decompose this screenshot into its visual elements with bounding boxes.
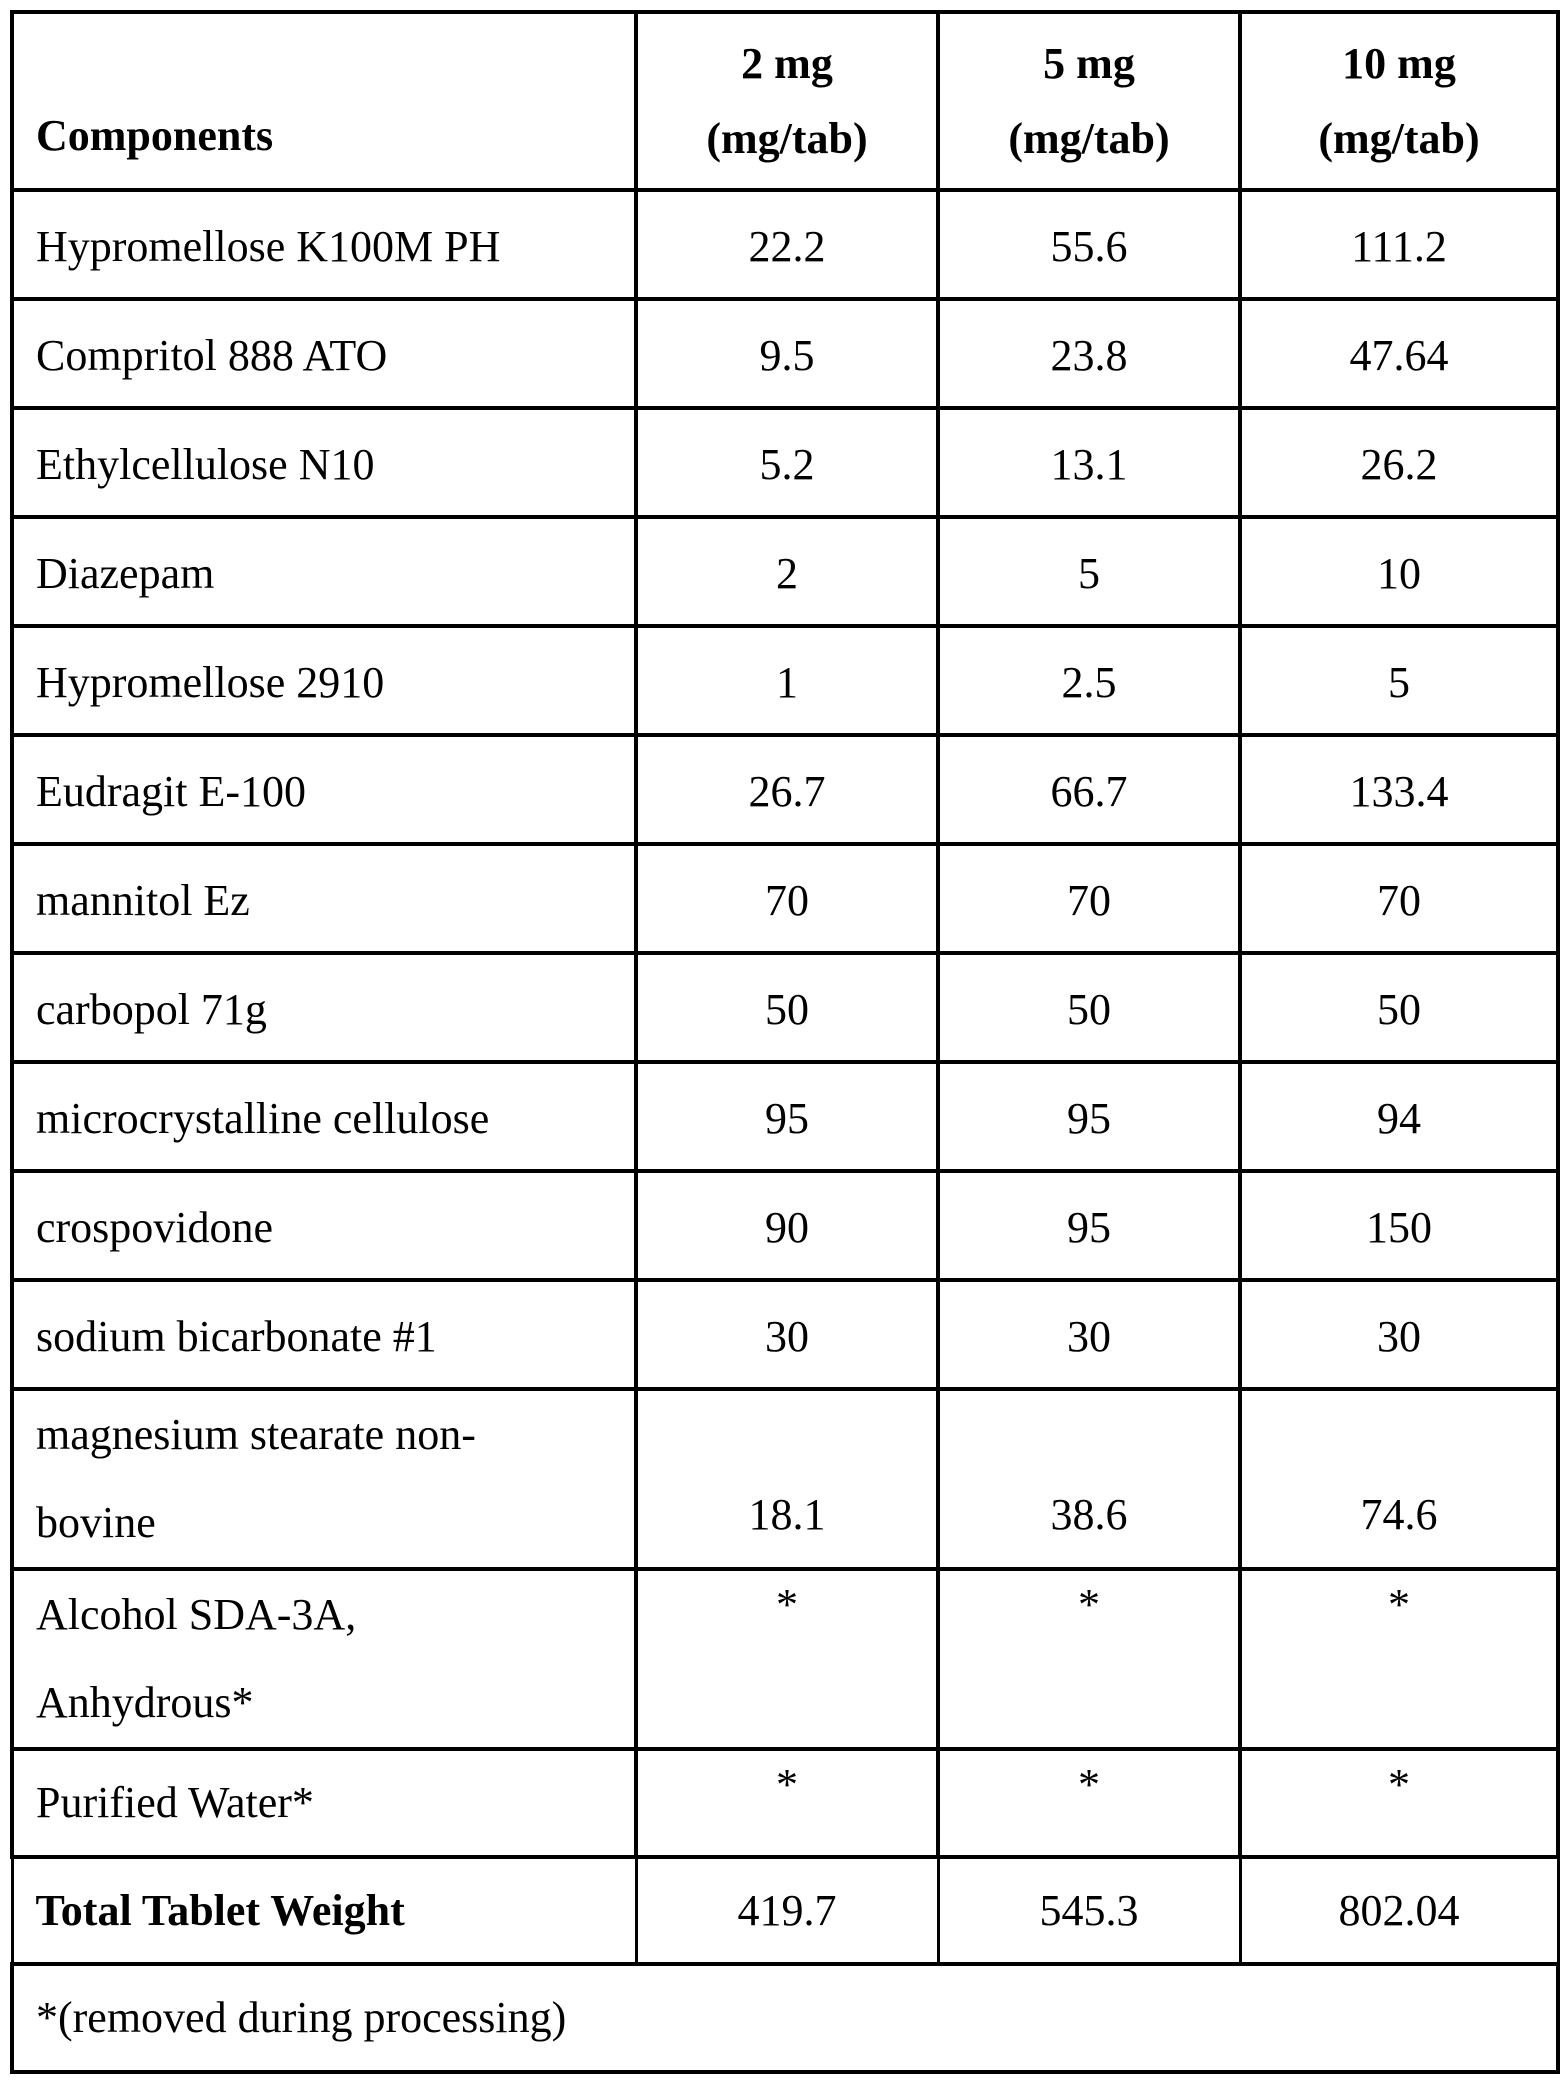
value-10mg: 74.6	[1240, 1389, 1558, 1569]
table-row	[12, 1171, 1558, 1280]
total-2mg: 419.7	[636, 1857, 938, 1964]
component-name: sodium bicarbonate #1	[12, 1280, 636, 1389]
value-2mg: 22.2	[636, 190, 938, 299]
value-10mg: 47.64	[1240, 299, 1558, 408]
value-2mg: 26.7	[636, 735, 938, 844]
table-row	[12, 408, 1558, 517]
component-name-line2: bovine	[36, 1498, 156, 1547]
table-row	[12, 1062, 1558, 1171]
header-2mg	[636, 12, 938, 190]
table-row	[12, 1280, 1558, 1389]
value-2mg: 5.2	[636, 408, 938, 517]
footnote-row	[12, 1964, 1558, 2072]
table-row	[12, 844, 1558, 953]
header-5mg	[938, 12, 1240, 190]
value-5mg: 13.1	[938, 408, 1240, 517]
value-10mg: 50	[1240, 953, 1558, 1062]
component-name: Purified Water*	[12, 1749, 636, 1857]
value-10mg: 30	[1240, 1280, 1558, 1389]
header-10mg	[1240, 12, 1558, 190]
footnote: *(removed during processing)	[12, 1964, 1558, 2072]
component-name: Diazepam	[12, 517, 636, 626]
header-10mg-strength: 10 mg	[1342, 39, 1456, 88]
value-10mg: 26.2	[1240, 408, 1558, 517]
component-name: microcrystalline cellulose	[12, 1062, 636, 1171]
value-10mg: 150	[1240, 1171, 1558, 1280]
total-10mg: 802.04	[1240, 1857, 1558, 1964]
table-row	[12, 1749, 1558, 1857]
header-10mg-unit: (mg/tab)	[1318, 114, 1480, 163]
value-2mg: 9.5	[636, 299, 938, 408]
value-2mg: *	[636, 1569, 938, 1749]
header-row	[12, 12, 1558, 190]
value-5mg: 66.7	[938, 735, 1240, 844]
value-5mg: 38.6	[938, 1389, 1240, 1569]
table-row	[12, 1389, 1558, 1569]
component-name: carbopol 71g	[12, 953, 636, 1062]
value-5mg: 30	[938, 1280, 1240, 1389]
table-row	[12, 517, 1558, 626]
header-2mg-strength: 2 mg	[741, 39, 833, 88]
component-name: Compritol 888 ATO	[12, 299, 636, 408]
value-5mg: 95	[938, 1171, 1240, 1280]
component-name: Hypromellose K100M PH	[12, 190, 636, 299]
component-name: Hypromellose 2910	[12, 626, 636, 735]
value-5mg: 50	[938, 953, 1240, 1062]
header-5mg-strength: 5 mg	[1043, 39, 1135, 88]
value-5mg: 5	[938, 517, 1240, 626]
table-row	[12, 190, 1558, 299]
value-2mg: 1	[636, 626, 938, 735]
table-row	[12, 735, 1558, 844]
header-2mg-unit: (mg/tab)	[706, 114, 868, 163]
component-name	[12, 1389, 636, 1569]
value-5mg: 55.6	[938, 190, 1240, 299]
value-10mg: 94	[1240, 1062, 1558, 1171]
component-name: Ethylcellulose N10	[12, 408, 636, 517]
formulation-table	[10, 10, 1560, 2074]
component-name-line1: magnesium stearate non-	[36, 1410, 476, 1459]
value-10mg: *	[1240, 1749, 1558, 1857]
component-name-line2: Anhydrous*	[36, 1678, 254, 1727]
component-name: Eudragit E-100	[12, 735, 636, 844]
value-2mg: 50	[636, 953, 938, 1062]
value-2mg: 18.1	[636, 1389, 938, 1569]
table-row	[12, 1569, 1558, 1749]
header-components: Components	[12, 12, 636, 190]
table-row	[12, 299, 1558, 408]
value-5mg: *	[938, 1569, 1240, 1749]
value-5mg: 23.8	[938, 299, 1240, 408]
value-10mg: 10	[1240, 517, 1558, 626]
value-10mg: 5	[1240, 626, 1558, 735]
value-2mg: 70	[636, 844, 938, 953]
value-10mg: 111.2	[1240, 190, 1558, 299]
table-row	[12, 953, 1558, 1062]
value-5mg: *	[938, 1749, 1240, 1857]
value-5mg: 2.5	[938, 626, 1240, 735]
value-10mg: *	[1240, 1569, 1558, 1749]
component-name	[12, 1569, 636, 1749]
value-2mg: 2	[636, 517, 938, 626]
header-5mg-unit: (mg/tab)	[1008, 114, 1170, 163]
component-name-line1: Alcohol SDA-3A,	[36, 1590, 357, 1639]
value-2mg: *	[636, 1749, 938, 1857]
value-2mg: 30	[636, 1280, 938, 1389]
value-2mg: 90	[636, 1171, 938, 1280]
component-name: mannitol Ez	[12, 844, 636, 953]
total-label: Total Tablet Weight	[12, 1857, 636, 1964]
value-10mg: 133.4	[1240, 735, 1558, 844]
total-5mg: 545.3	[938, 1857, 1240, 1964]
value-5mg: 95	[938, 1062, 1240, 1171]
value-5mg: 70	[938, 844, 1240, 953]
value-2mg: 95	[636, 1062, 938, 1171]
table-row	[12, 626, 1558, 735]
value-10mg: 70	[1240, 844, 1558, 953]
component-name: crospovidone	[12, 1171, 636, 1280]
total-row	[12, 1857, 1558, 1964]
